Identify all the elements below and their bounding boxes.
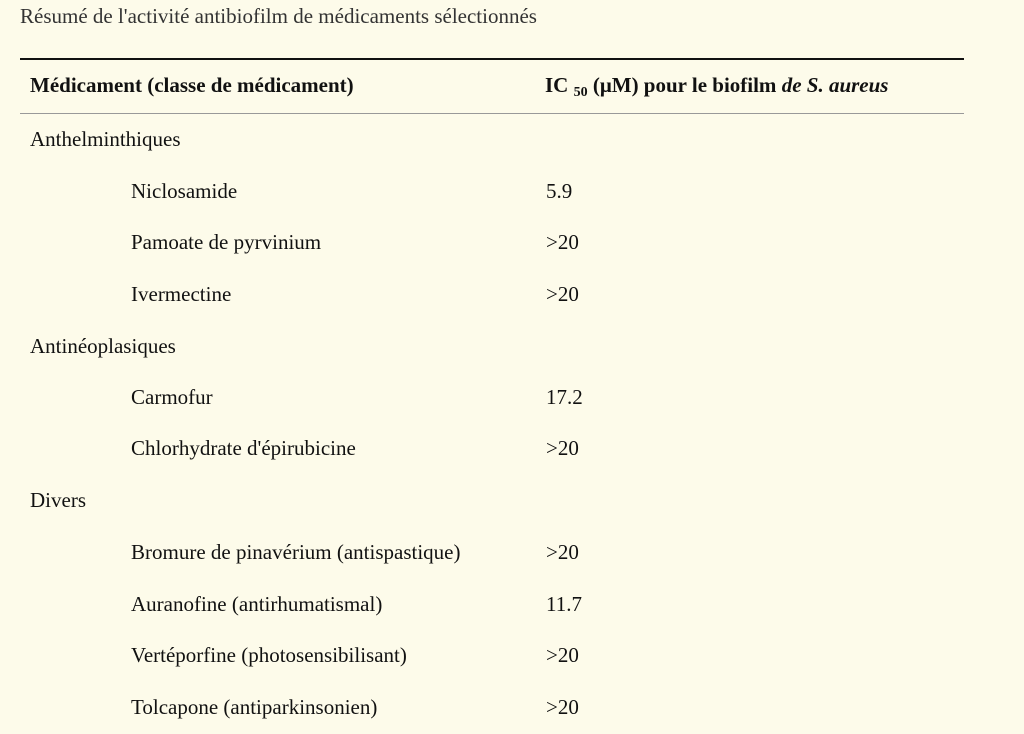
drug-name: Pamoate de pyrvinium	[131, 230, 322, 254]
ic50-value: 17.2	[546, 385, 583, 409]
ic50-value: >20	[546, 643, 579, 667]
column-header-drug: Médicament (classe de médicament)	[30, 73, 354, 97]
group-row-divers	[0, 486, 1024, 514]
table-row	[0, 383, 1024, 411]
ic50-value: >20	[546, 695, 579, 719]
table-row	[0, 228, 1024, 256]
drug-name: Ivermectine	[131, 282, 232, 306]
ic50-header-prefix: IC	[545, 73, 569, 97]
table-row	[0, 434, 1024, 462]
table-row	[0, 693, 1024, 721]
drug-name: Niclosamide	[131, 179, 238, 203]
table-row	[0, 538, 1024, 566]
group-row-anthelminthiques	[0, 125, 1024, 153]
ic50-value: >20	[546, 282, 579, 306]
table-top-rule	[20, 58, 964, 60]
drug-name: Bromure de pinavérium (antispastique)	[131, 540, 461, 564]
table-row	[0, 177, 1024, 205]
drug-name: Auranofine (antirhumatismal)	[131, 592, 383, 616]
table-row	[0, 280, 1024, 308]
table-row	[0, 590, 1024, 618]
ic50-value: 5.9	[546, 179, 573, 203]
table-row	[0, 641, 1024, 669]
drug-name: Vertéporfine (photosensibilisant)	[131, 643, 407, 667]
ic50-header-subscript: 50	[573, 85, 588, 100]
group-label: Divers	[30, 488, 86, 512]
drug-name: Carmofur	[131, 385, 213, 409]
table-caption: Résumé de l'activité antibiofilm de médicaments sélectionnés	[20, 4, 537, 28]
group-row-antineoplasiques	[0, 332, 1024, 360]
ic50-header-middle: (μM) pour le biofilm	[592, 73, 777, 97]
ic50-value: >20	[546, 230, 579, 254]
ic50-value: >20	[546, 540, 579, 564]
ic50-value: >20	[546, 436, 579, 460]
drug-name: Tolcapone (antiparkinsonien)	[131, 695, 378, 719]
group-label: Anthelminthiques	[30, 127, 181, 151]
ic50-value: 11.7	[546, 592, 582, 616]
drug-name: Chlorhydrate d'épirubicine	[131, 436, 356, 460]
group-label: Antinéoplasiques	[30, 334, 176, 358]
table-header-rule	[20, 113, 964, 114]
ic50-header-organism: de S. aureus	[781, 73, 889, 97]
column-header-ic50	[545, 71, 888, 107]
